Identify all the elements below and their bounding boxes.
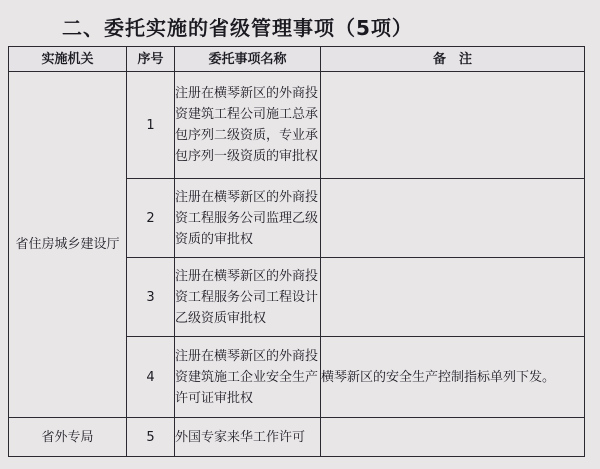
note-cell xyxy=(321,72,585,179)
agency-cell: 省住房城乡建设厅 xyxy=(9,72,127,418)
header-agency: 实施机关 xyxy=(9,47,127,72)
table-row xyxy=(9,418,585,457)
note-cell: 横琴新区的安全生产控制指标单列下发。 xyxy=(321,337,585,418)
note-cell xyxy=(321,418,585,457)
table-header-row xyxy=(9,47,585,72)
row-number: 3 xyxy=(127,258,175,337)
header-number: 序号 xyxy=(127,47,175,72)
row-number: 4 xyxy=(127,337,175,418)
item-name: 注册在横琴新区的外商投资工程服务公司工程设计乙级资质审批权 xyxy=(175,258,321,337)
header-note: 备 注 xyxy=(321,47,585,72)
row-number: 5 xyxy=(127,418,175,457)
section-title: 二、委托实施的省级管理事项（5项） xyxy=(62,16,413,40)
row-number: 2 xyxy=(127,179,175,258)
item-name: 外国专家来华工作许可 xyxy=(175,418,321,457)
row-number: 1 xyxy=(127,72,175,179)
item-name: 注册在横琴新区的外商投资工程服务公司监理乙级资质的审批权 xyxy=(175,179,321,258)
note-cell xyxy=(321,258,585,337)
delegated-items-table xyxy=(8,46,585,457)
header-item: 委托事项名称 xyxy=(175,47,321,72)
item-name: 注册在横琴新区的外商投资建筑工程公司施工总承包序列二级资质，专业承包序列一级资质的审批权 xyxy=(175,72,321,179)
agency-cell: 省外专局 xyxy=(9,418,127,457)
table-row xyxy=(9,72,585,179)
note-cell xyxy=(321,179,585,258)
item-name: 注册在横琴新区的外商投资建筑施工企业安全生产许可证审批权 xyxy=(175,337,321,418)
